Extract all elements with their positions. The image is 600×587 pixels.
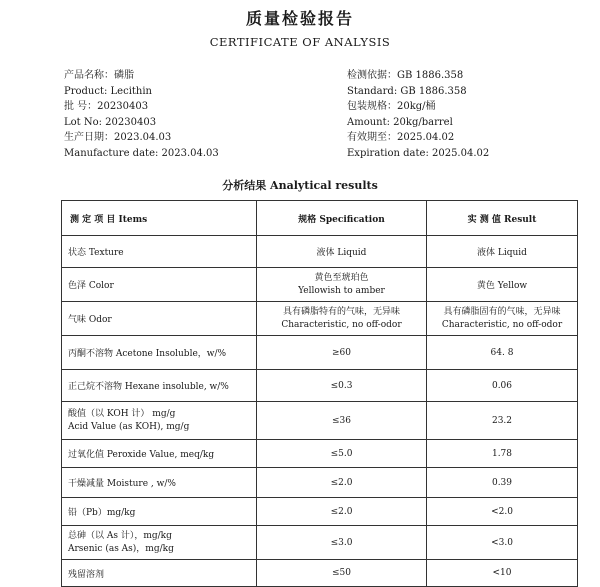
specification-cell	[257, 560, 427, 587]
result-cell	[427, 440, 578, 468]
item-cell	[62, 336, 257, 370]
result-cell-line: 23.2	[491, 415, 513, 426]
result-cell-line: <10	[492, 568, 512, 578]
result-cell-line: 0.06	[491, 380, 513, 391]
manufacture-date-en: Manufacture date: 2023.04.03	[64, 147, 219, 159]
specification-cell-line: 黄色至琥珀色	[314, 272, 369, 283]
specification-cell-line: Characteristic, no off-odor	[281, 319, 402, 330]
result-cell	[427, 526, 578, 560]
product-name-en: Product: Lecithin	[64, 85, 152, 97]
result-cell-line: 液体 Liquid	[477, 248, 527, 258]
specification-cell-line: ≤36	[332, 415, 351, 426]
item-cell-line: 铅（Pb）mg/kg	[68, 508, 136, 518]
result-cell-line: 黄色 Yellow	[476, 281, 528, 291]
item-cell	[62, 302, 257, 336]
specification-cell-line: ≤2.0	[330, 477, 353, 488]
specification-cell-line: ≤5.0	[330, 448, 353, 459]
result-cell-line: <3.0	[491, 537, 513, 548]
expiration-date-en: Expiration date: 2025.04.02	[347, 147, 490, 159]
table-row	[62, 336, 578, 370]
standard-cn: 检测依据：GB 1886.358	[347, 70, 464, 81]
result-cell-line: 0.39	[491, 477, 513, 488]
item-cell	[62, 236, 257, 268]
product-name-cn: 产品名称：磷脂	[64, 70, 134, 81]
standard-en: Standard: GB 1886.358	[347, 85, 467, 97]
table-row	[62, 402, 578, 440]
specification-cell	[257, 336, 427, 370]
item-cell-line: 过氧化值 Peroxide Value, meq/kg	[68, 450, 215, 460]
result-cell	[427, 302, 578, 336]
item-cell	[62, 468, 257, 498]
item-cell	[62, 526, 257, 560]
result-cell	[427, 498, 578, 526]
item-cell	[62, 498, 257, 526]
item-cell	[62, 560, 257, 587]
product-info-left	[64, 68, 304, 162]
specification-cell	[257, 526, 427, 560]
item-cell-line: 总砷（以 As 计），mg/kg	[68, 530, 172, 541]
item-cell	[62, 268, 257, 302]
specification-cell-line: Yellowish to amber	[298, 285, 385, 296]
table-row	[62, 498, 578, 526]
item-cell	[62, 370, 257, 402]
result-cell	[427, 236, 578, 268]
specification-cell	[257, 498, 427, 526]
specification-cell-line: 具有磷脂特有的气味，无异味	[282, 306, 400, 317]
table-row	[62, 526, 578, 560]
specification-cell-line: 液体 Liquid	[316, 248, 367, 258]
item-cell	[62, 440, 257, 468]
table-body	[62, 236, 578, 587]
result-cell	[427, 468, 578, 498]
item-cell-line: 酸值（以 KOH 计） mg/g	[68, 408, 176, 419]
specification-cell	[257, 402, 427, 440]
result-cell	[427, 370, 578, 402]
item-cell-line: 丙酮不溶物 Acetone Insoluble，w/%	[68, 349, 227, 359]
header-items: 测 定 项 目 Items	[62, 201, 257, 236]
item-cell-line: 正己烷不溶物 Hexane insoluble, w/%	[68, 382, 229, 392]
result-cell	[427, 560, 578, 587]
result-cell-line: 具有磷脂固有的气味，无异味	[443, 306, 561, 317]
item-cell-line: 干燥减量 Moisture , w/%	[68, 479, 176, 489]
specification-cell-line: ≤50	[332, 568, 351, 578]
specification-cell	[257, 440, 427, 468]
result-cell-line: <2.0	[491, 506, 513, 517]
specification-cell	[257, 236, 427, 268]
specification-cell-line: ≤2.0	[330, 506, 353, 517]
manufacture-date-cn: 生产日期：2023.04.03	[64, 132, 172, 144]
specification-cell	[257, 468, 427, 498]
item-cell-line: 残留溶剂	[68, 569, 105, 580]
report-title-cn: 质量检验报告	[245, 9, 354, 28]
specification-cell-line: ≥60	[332, 347, 351, 358]
report-title-en: CERTIFICATE OF ANALYSIS	[209, 35, 391, 49]
lot-number-cn: 批 号：20230403	[64, 101, 149, 113]
item-cell	[62, 402, 257, 440]
table-row	[62, 560, 578, 587]
section-title: 分析结果 Analytical results	[222, 179, 378, 192]
result-cell	[427, 336, 578, 370]
item-cell-line: Acid Value (as KOH), mg/g	[68, 421, 190, 432]
specification-cell-line: ≤3.0	[330, 537, 353, 548]
lot-number-en: Lot No: 20230403	[64, 116, 157, 128]
result-cell-line: 1.78	[491, 448, 513, 459]
table-header-row	[62, 201, 578, 236]
specification-cell	[257, 268, 427, 302]
package-cn: 包装规格：20kg/桶	[347, 101, 436, 113]
table-row	[62, 370, 578, 402]
table-row	[62, 440, 578, 468]
table-row	[62, 268, 578, 302]
result-cell	[427, 268, 578, 302]
header-result: 实 测 值 Result	[427, 201, 578, 236]
item-cell-line: 气味 Odor	[68, 315, 112, 325]
specification-cell	[257, 370, 427, 402]
header-specification: 规格 Specification	[257, 201, 427, 236]
table-row	[62, 302, 578, 336]
result-cell	[427, 402, 578, 440]
result-cell-line: 64. 8	[490, 347, 514, 358]
item-cell-line: 色泽 Color	[68, 281, 114, 291]
package-en: Amount: 20kg/barrel	[347, 116, 453, 128]
results-table	[61, 200, 578, 587]
expiration-date-cn: 有效期至：2025.04.02	[347, 132, 455, 144]
table-row	[62, 236, 578, 268]
item-cell-line: Arsenic (as As)，mg/kg	[68, 543, 174, 554]
result-cell-line: Characteristic, no off-odor	[441, 319, 563, 330]
specification-cell	[257, 302, 427, 336]
table-row	[62, 468, 578, 498]
specification-cell-line: ≤0.3	[330, 380, 353, 391]
item-cell-line: 状态 Texture	[68, 248, 124, 258]
product-info-right	[347, 68, 587, 162]
